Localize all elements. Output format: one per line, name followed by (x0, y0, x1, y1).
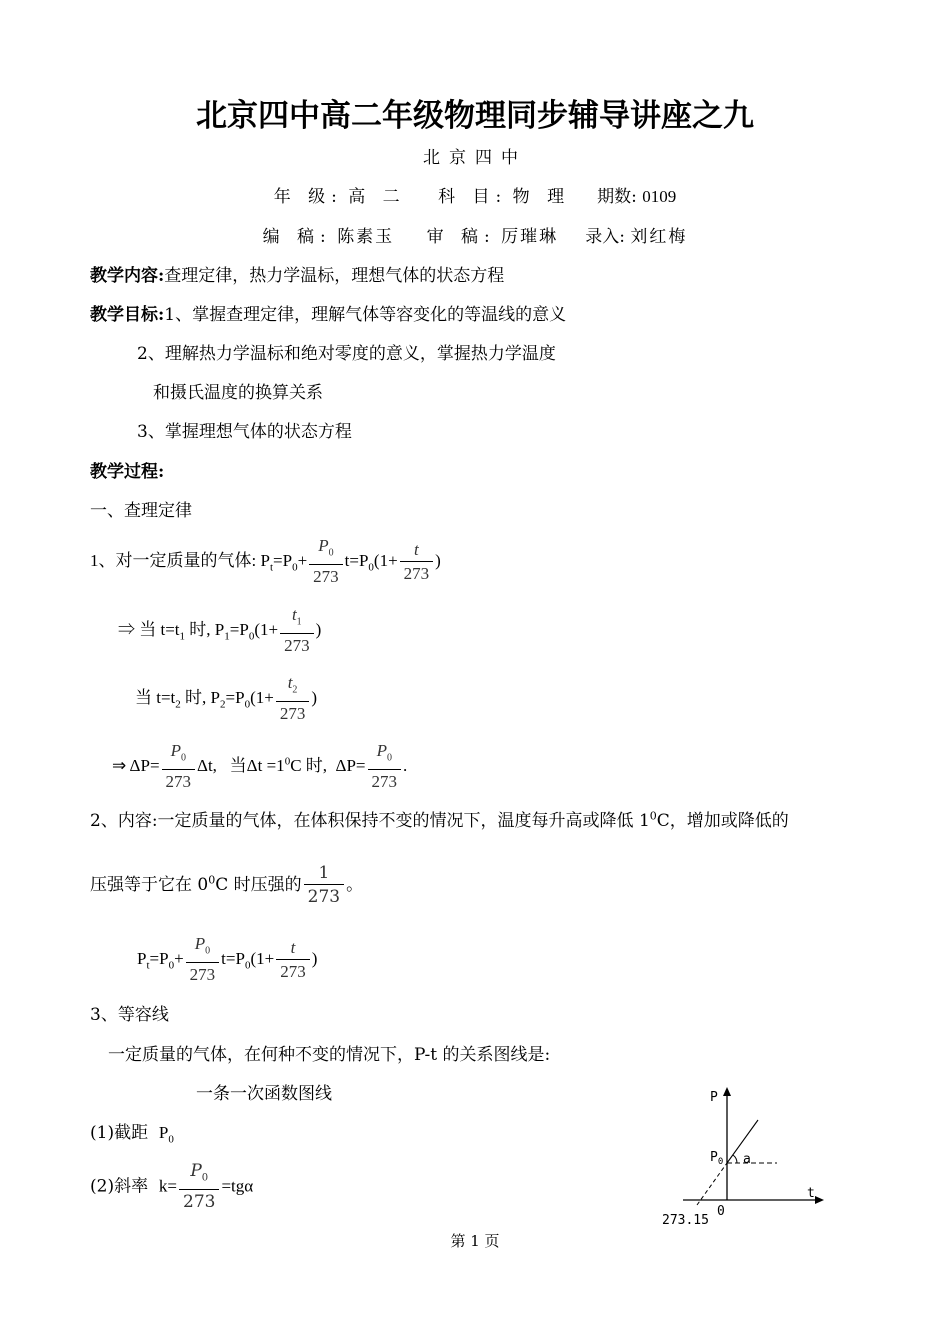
goal-1 (90, 300, 566, 325)
slope-line: (2)斜率 k= $\frac{P_0}{273}$ =tgα (90, 1161, 254, 1213)
item-1-intro: 1、对一定质量的气体: (90, 551, 257, 571)
goal-3: 3、掌握理想气体的状态方程 (137, 422, 352, 442)
grade-value: 高 二 (348, 187, 406, 207)
formula-delta-p: ⇒ ΔP= $\frac{P_0}{273}$ Δt, 当$\Delta t =1^0C$ 时, ΔP= $\frac{P_0}{273}$ . (112, 740, 407, 794)
page-title: 北京四中高二年级物理同步辅导讲座之九 (196, 98, 754, 134)
formula-t1: ⇒ 当 $t=t_1$ 时, $P_1=P_0(1+$ $\frac{t_1}{273}$ ) (118, 604, 321, 658)
alpha-label: a (743, 1152, 751, 1167)
editor-value: 陈素玉 (337, 227, 395, 247)
subject-value: 物 理 (512, 187, 571, 207)
grade-label: 年 级: (273, 187, 343, 207)
fraction-1-273: $\frac{1}{273}$ (304, 862, 344, 909)
meta-line-2 (0, 222, 950, 247)
intercept-line: (1)截距 $P_0$ (90, 1123, 174, 1146)
p-t-graph (655, 1085, 835, 1230)
section-1-title: 一、查理定律 (90, 501, 192, 521)
fraction-t1-273: $\frac{t_1}{273}$ (280, 604, 314, 658)
content-label: 教学内容: (90, 266, 165, 286)
goal-2b: 和摄氏温度的换算关系 (153, 383, 323, 403)
isochore-extension (697, 1163, 727, 1205)
item-2-line-2: 压强等于它在 $0^0C$ 时压强的 $\frac{1}{273}$ 。 (90, 863, 364, 907)
alpha-arc (733, 1155, 737, 1163)
p0-label: $P_0$ (710, 1150, 724, 1167)
fraction-t-273: $\frac{t}{273}$ (400, 539, 434, 586)
item-3-text-2: 一条一次函数图线 (196, 1084, 332, 1104)
goal-2a: 2、理解热力学温标和绝对零度的意义，掌握热力学温度 (137, 344, 556, 364)
meta-line-1 (0, 182, 950, 207)
fraction-t2-273: $\frac{t_2}{273}$ (276, 672, 310, 726)
goals-label: 教学目标: (90, 305, 165, 325)
item-1-formula: 1、对一定质量的气体: $P_t=P_0+$ $\frac{P_0}{273}$ $t=P_0(1+$ $\frac{t}{273}$ ) (90, 535, 441, 589)
fraction-delta-2: $\frac{P_0}{273}$ (368, 740, 402, 794)
fraction-slope: $\frac{P_0}{273}$ (179, 1160, 219, 1214)
page-footer: 第 1 页 (450, 1232, 500, 1250)
teaching-content (90, 261, 504, 286)
school-name-text: 北京四中 (423, 148, 527, 168)
reviewer-label: 审 稿: (426, 227, 496, 247)
t-axis-label: t (807, 1186, 815, 1201)
issue-value: 0109 (642, 187, 677, 206)
issue-label: 期数: (597, 187, 637, 207)
item-3-title: 3、等容线 (90, 1005, 169, 1025)
p-axis-label: P (710, 1090, 718, 1105)
subject-label: 科 目: (438, 187, 508, 207)
typist-label: 录入: (585, 227, 625, 247)
fraction-p0-273-b: $\frac{P_0}{273}$ (186, 933, 220, 987)
t-axis-arrow-icon (815, 1196, 824, 1204)
fraction-p0-273: $\frac{P_0}{273}$ (309, 535, 343, 589)
editor-label: 编 稿: (262, 227, 332, 247)
formula-t2: 当 $t=t_2$ 时, $P_2=P_0(1+$ $\frac{t_2}{273}$ ) (135, 672, 317, 726)
item-3-text: 一定质量的气体，在何种不变的情况下，P-t 的关系图线是: (108, 1045, 551, 1065)
negative-temp-label: 273.15 (662, 1213, 709, 1228)
process-label: 教学过程: (90, 462, 165, 482)
fraction-delta-1: $\frac{P_0}{273}$ (162, 740, 196, 794)
item-2-formula: $P_t=P_0+$ $\frac{P_0}{273}$ $t=P_0(1+$ $\frac{t}{273}$ ) (137, 933, 317, 987)
school-name (0, 143, 950, 168)
item-2-line-1: 2、内容:一定质量的气体，在体积保持不变的情况下，温度每升高或降低 $1^0C$，增加或降低的 (90, 809, 789, 831)
goal-1-text: 1、掌握查理定律，理解气体等容变化的等温线的意义 (164, 305, 567, 325)
content-text: 查理定律，热力学温标，理想气体的状态方程 (164, 266, 505, 286)
typist-value: 刘红梅 (630, 227, 688, 247)
origin-label: 0 (717, 1204, 725, 1219)
reviewer-value: 厉璀琳 (501, 227, 559, 247)
p-axis-arrow-icon (723, 1087, 731, 1096)
fraction-t-273-b: $\frac{t}{273}$ (276, 937, 310, 984)
